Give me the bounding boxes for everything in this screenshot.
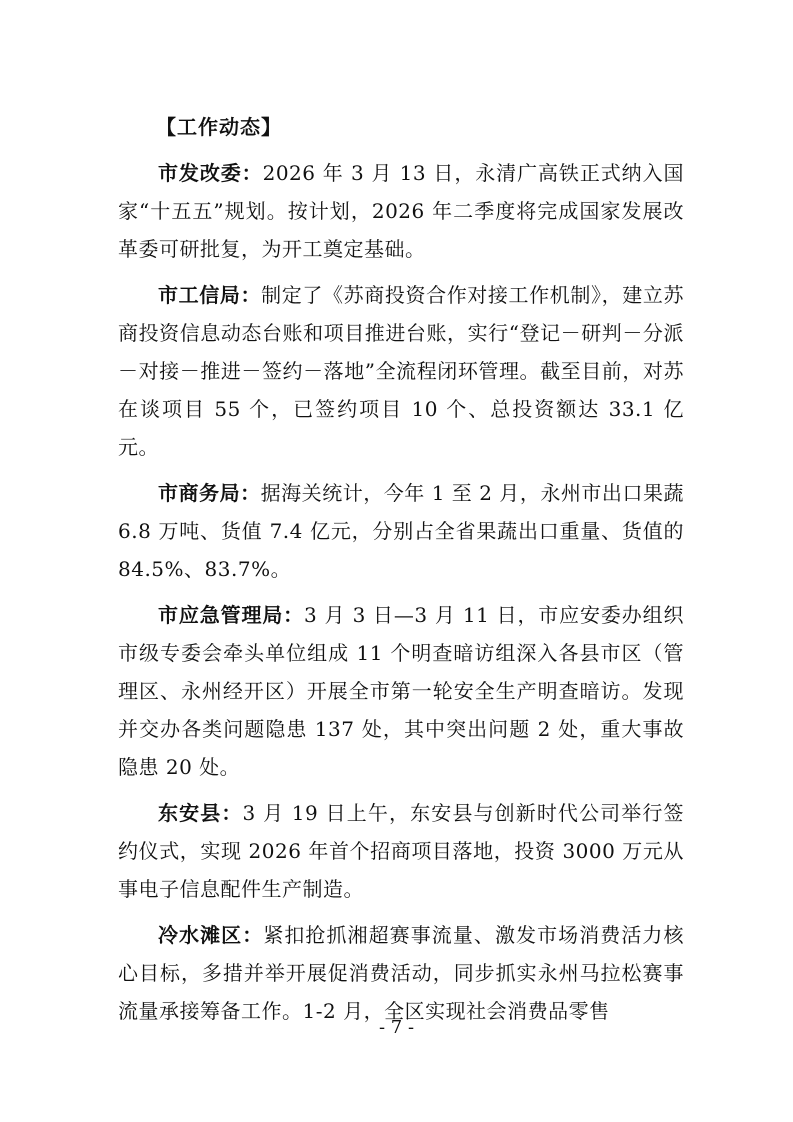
page-number: - 7 -	[378, 1017, 415, 1038]
paragraph-text: 3 月 3 日—3 月 11 日，市应安委办组织市级专委会牵头单位组成 11 个明查暗访组深入各县市区（管理区、永州经开区）开展全市第一轮安全生产明查暗访。发现并交办各类问题隐患 137 处，其中突出问题 2 处，重大事故隐患 20 处。	[118, 603, 684, 779]
paragraph-text: 据海关统计，今年 1 至 2 月，永州市出口果蔬 6.8 万吨、货值 7.4 亿元，分别占全省果蔬出口重量、货值的 84.5%、83.7%。	[118, 481, 684, 581]
paragraph-label: 市发改委：	[158, 161, 263, 185]
section-heading: 【工作动态】	[156, 115, 282, 139]
paragraph-text: 制定了《苏商投资合作对接工作机制》，建立苏商投资信息动态台账和项目推进台账，实行“登记－研判－分派－对接－推进－签约－落地”全流程闭环管理。截至目前，对苏在谈项目 55 个，已签约项目 10 个、总投资额达 33.1 亿元。	[118, 283, 685, 459]
paragraph-label: 冷水滩区：	[158, 923, 264, 947]
paragraph-label: 市商务局：	[158, 481, 261, 505]
paragraph-development-reform	[118, 154, 684, 268]
paragraph-label: 东安县：	[158, 801, 243, 825]
paragraph-text: 紧扣抢抓湘超赛事流量、激发市场消费活力核心目标，多措并举开展促消费活动，同步抓实永州马拉松赛事流量承接筹备工作。1-2 月，全区实现社会消费品零售	[118, 923, 684, 1023]
paragraph-label: 市工信局：	[158, 283, 262, 307]
paragraph-emergency-management	[118, 596, 684, 786]
paragraph-industry-it	[118, 276, 684, 466]
paragraph-label: 市应急管理局：	[158, 603, 305, 627]
paragraph-lengshuitan-district	[118, 916, 684, 1030]
paragraph-text: 2026 年 3 月 13 日，永清广高铁正式纳入国家“十五五”规划。按计划，2026 年二季度将完成国家发展改革委可研批复，为开工奠定基础。	[118, 161, 685, 261]
paragraph-commerce	[118, 474, 684, 588]
paragraph-text: 3 月 19 日上午，东安县与创新时代公司举行签约仪式，实现 2026 年首个招商项目落地，投资 3000 万元从事电子信息配件生产制造。	[118, 801, 685, 901]
paragraph-dongan-county	[118, 794, 684, 908]
document-body	[118, 108, 684, 1030]
